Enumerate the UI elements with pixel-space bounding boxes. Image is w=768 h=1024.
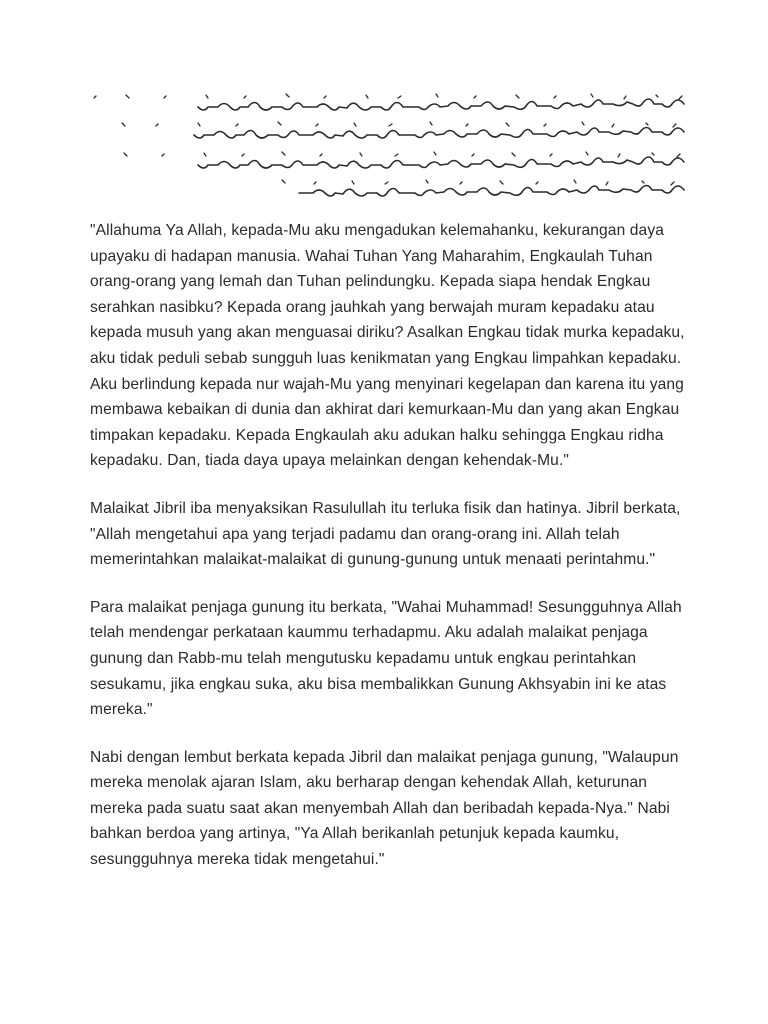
arabic-script-image [86, 90, 686, 200]
paragraph-prophet-response: Nabi dengan lembut berkata kepada Jibril dan malaikat penjaga gunung, "Walaupun mereka menolak ajaran Islam, aku berharap dengan kehendak Allah, keturunan mereka pada suatu saat akan menyembah Allah dan beribadah kepada-Nya." Nabi bahkan berdoa yang artinya, "Ya Allah berikanlah petunjuk kepada kaumku, sesungguhnya mereka tidak mengetahui." [90, 748, 679, 869]
paragraph-prayer-translation: "Allahuma Ya Allah, kepada-Mu aku mengadukan kelemahanku, kekurangan daya upayaku di hadapan manusia. Wahai Tuhan Yang Maharahim, Engkaulah Tuhan orang-orang yang lemah dan Tuhan pelindungku. Kepada siapa hendak Engkau serahkan nasibku? Kepada orang jauhkah yang berwajah muram kepadaku atau kepada musuh yang akan menguasai diriku? Asalkan Engkau tidak murka kepadaku, aku tidak peduli sebab sungguh luas kenikmatan yang Engkau limpahkan kepadaku. Aku berlindung kepada nur wajah-Mu yang menyinari kegelapan dan karena itu yang membawa kebaikan di dunia dan akhirat dari kemurkaan-Mu dan yang akan Engkau timpakan kepadaku. Kepada Engkaulah aku adukan halku sehingga Engkau ridha kepadaku. Dan, tiada daya upaya melainkan dengan kehendak-Mu." [90, 222, 685, 470]
arabic-prayer-text [86, 90, 686, 200]
paragraph-mountain-angels: Para malaikat penjaga gunung itu berkata, "Wahai Muhammad! Sesungguhnya Allah telah mendengar perkataan kaummu terhadapmu. Aku adalah malaikat penjaga gunung dan Rabb-mu telah mengutusku kepadamu untuk engkau perintahkan sesukamu, jika engkau suka, aku bisa membalikkan Gunung Akhsyabin ini ke atas mereka." [90, 598, 682, 719]
body-text [90, 218, 690, 895]
paragraph-jibril: Malaikat Jibril iba menyaksikan Rasulullah itu terluka fisik dan hatinya. Jibril berkata, "Allah mengetahui apa yang terjadi padamu dan orang-orang ini. Allah telah memerintahkan malaikat-malaikat di gunung-gunung untuk menaati perintahmu." [90, 499, 681, 569]
